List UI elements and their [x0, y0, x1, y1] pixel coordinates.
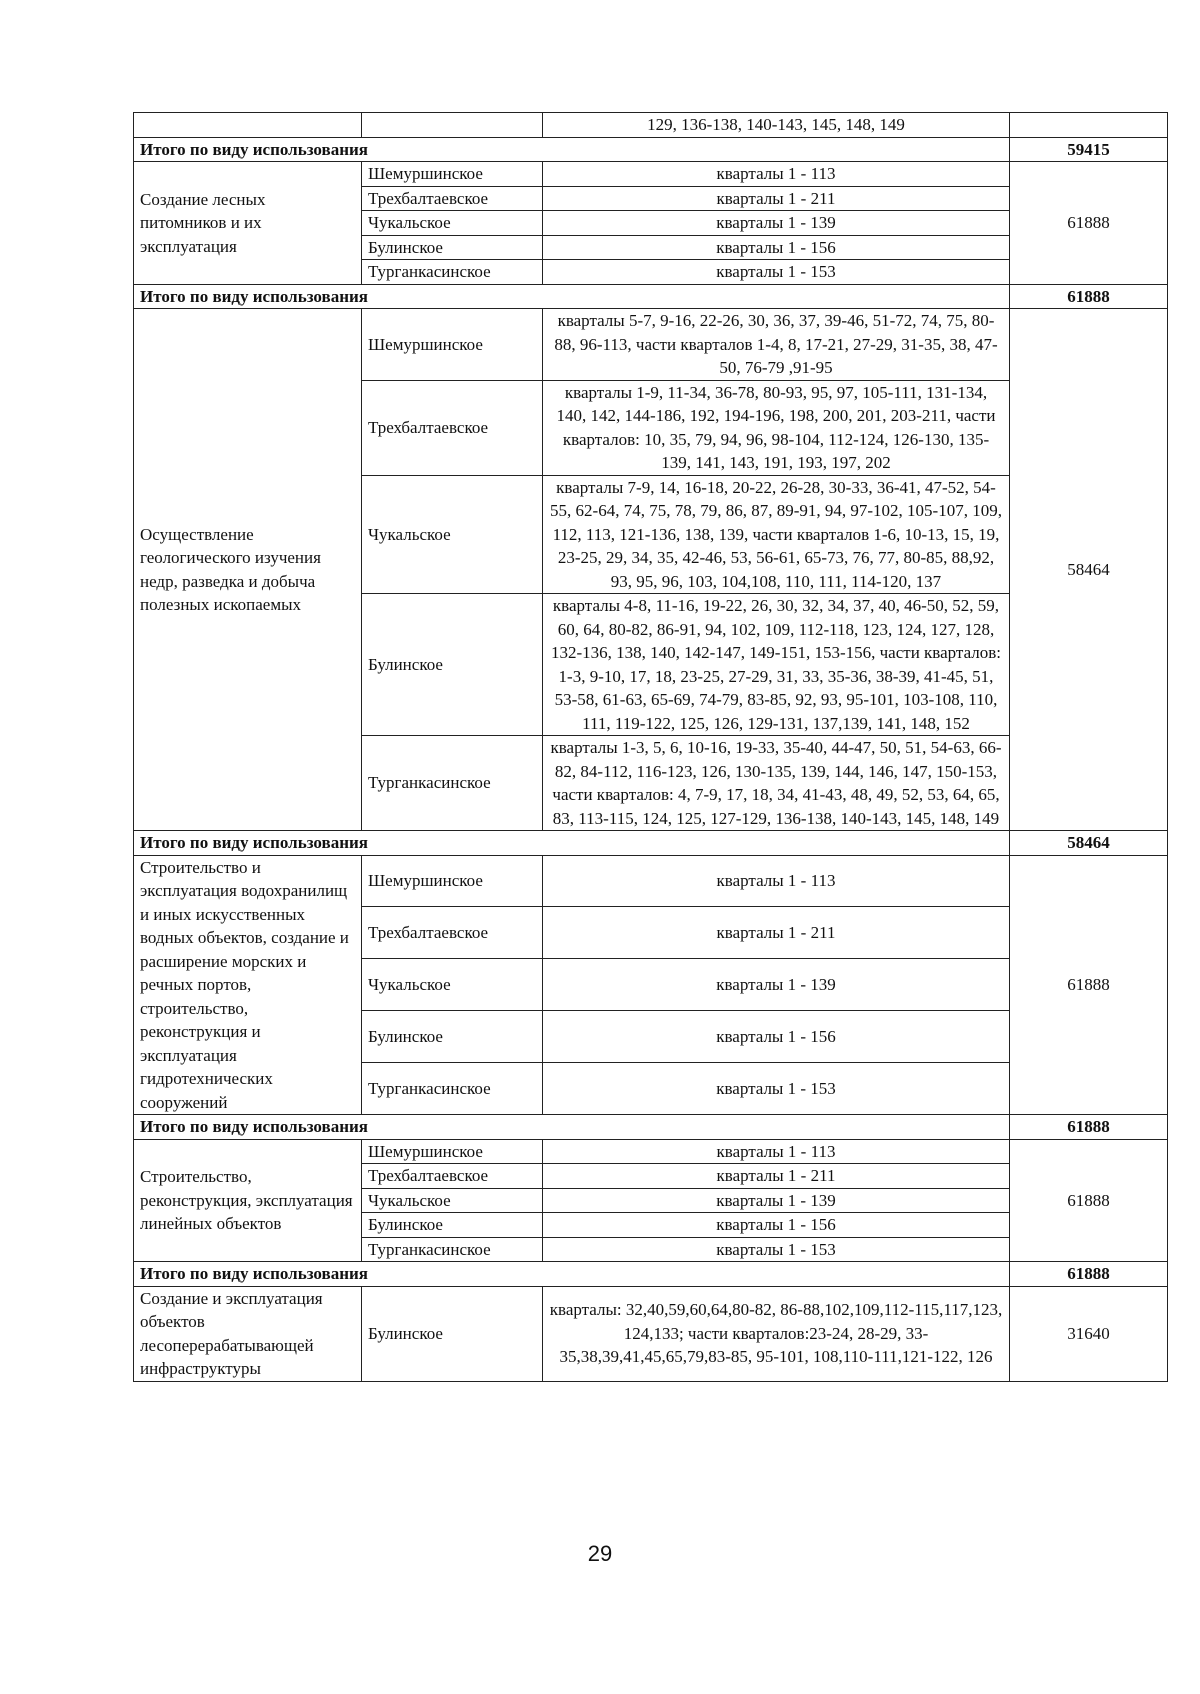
table-row: [134, 113, 1168, 138]
forestry-cell: Булинское: [362, 235, 543, 260]
quarters-cell: 129, 136-138, 140-143, 145, 148, 149: [543, 113, 1010, 138]
table-row: [134, 1139, 1168, 1164]
forestry-cell: Булинское: [362, 1011, 543, 1063]
quarters-cell: кварталы 1 - 113: [543, 1139, 1010, 1164]
quarters-cell: кварталы 1 - 139: [543, 959, 1010, 1011]
forestry-cell: Турганкасинское: [362, 736, 543, 831]
forestry-cell: Трехбалтаевское: [362, 907, 543, 959]
total-row: [134, 831, 1168, 856]
quarters-cell: кварталы 1 - 211: [543, 1164, 1010, 1189]
use-type-cell: Осуществление геологического изучения недр, разведка и добыча полезных ископаемых: [134, 309, 362, 831]
forestry-cell-empty: [362, 113, 543, 138]
use-type-cell: Создание и эксплуатация объектов лесоперерабатывающей инфраструктуры: [134, 1286, 362, 1381]
quarters-cell: кварталы 1 - 113: [543, 162, 1010, 187]
forestry-cell: Чукальское: [362, 475, 543, 594]
total-row: [134, 284, 1168, 309]
forestry-cell: Турганкасинское: [362, 260, 543, 285]
quarters-cell: кварталы 1 - 211: [543, 186, 1010, 211]
quarters-cell: кварталы 1 - 139: [543, 1188, 1010, 1213]
use-type-cell: Строительство и эксплуатация водохранилищ и иных искусственных водных объектов, создание и расширение морских и речных портов, строительство, реконструкция и эксплуатация гидротехнических сооружений: [134, 855, 362, 1115]
total-label: Итого по виду использования: [134, 137, 1010, 162]
forestry-cell: Булинское: [362, 1213, 543, 1238]
forestry-cell: Чукальское: [362, 1188, 543, 1213]
forestry-cell: Чукальское: [362, 959, 543, 1011]
forestry-cell: Чукальское: [362, 211, 543, 236]
forestry-cell: Трехбалтаевское: [362, 1164, 543, 1189]
quarters-cell: кварталы 1 - 156: [543, 1213, 1010, 1238]
quarters-cell: кварталы 7-9, 14, 16-18, 20-22, 26-28, 30-33, 36-41, 47-52, 54-55, 62-64, 74, 75, 78, 79, 86, 87, 89-91, 94, 97-102, 105-107, 109, 112, 113, 121-136, 138, 139, части кварталов 1-6, 10-13, 15, 19, 23-25, 29, 34, 35, 42-46, 53, 56-61, 65-73, 76, 77, 80-85, 88,92, 93, 95, 96, 103, 104,108, 110, 111, 114-120, 137: [543, 475, 1010, 594]
quarters-cell: кварталы 1-3, 5, 6, 10-16, 19-33, 35-40, 44-47, 50, 51, 54-63, 66-82, 84-112, 116-123, 126, 130-135, 139, 144, 146, 147, 150-153, части кварталов: 4, 7-9, 17, 18, 34, 41-43, 48, 49, 52, 53, 64, 65, 83, 113-115, 124, 125, 127-129, 136-138, 140-143, 145, 148, 149: [543, 736, 1010, 831]
quarters-cell: кварталы 4-8, 11-16, 19-22, 26, 30, 32, 34, 37, 40, 46-50, 52, 59, 60, 64, 80-82, 86-91, 94, 102, 109, 112-118, 123, 124, 127, 128, 132-136, 138, 140, 142-147, 149-151, 153-156, части кварталов: 1-3, 9-10, 17, 18, 23-25, 27-29, 31, 33, 35-36, 38-39, 41-45, 51, 53-58, 61-63, 65-69, 74-79, 83-85, 92, 93, 95-101, 103-108, 110, 111, 119-122, 125, 126, 129-131, 137,139, 141, 148, 152: [543, 594, 1010, 736]
quarters-cell: кварталы 1 - 156: [543, 1011, 1010, 1063]
quarters-cell: кварталы 1 - 153: [543, 1063, 1010, 1115]
quarters-cell: кварталы 5-7, 9-16, 22-26, 30, 36, 37, 39-46, 51-72, 74, 75, 80-88, 96-113, части кварталов 1-4, 8, 17-21, 27-29, 31-35, 38, 47-50, 76-79 ,91-95: [543, 309, 1010, 381]
total-value: 61888: [1010, 1262, 1168, 1287]
land-use-table: [133, 112, 1168, 1382]
forestry-cell: Булинское: [362, 594, 543, 736]
quarters-cell: кварталы 1 - 153: [543, 1237, 1010, 1262]
quarters-cell: кварталы 1 - 156: [543, 235, 1010, 260]
total-value: 58464: [1010, 831, 1168, 856]
area-cell: 58464: [1010, 309, 1168, 831]
forestry-cell: Турганкасинское: [362, 1237, 543, 1262]
use-cell-empty: [134, 113, 362, 138]
total-label: Итого по виду использования: [134, 831, 1010, 856]
area-cell: 61888: [1010, 162, 1168, 285]
table-row: [134, 1286, 1168, 1381]
forestry-cell: Трехбалтаевское: [362, 186, 543, 211]
total-row: [134, 1262, 1168, 1287]
total-label: Итого по виду использования: [134, 284, 1010, 309]
area-cell: 31640: [1010, 1286, 1168, 1381]
quarters-cell: кварталы 1 - 211: [543, 907, 1010, 959]
quarters-cell: кварталы 1-9, 11-34, 36-78, 80-93, 95, 97, 105-111, 131-134, 140, 142, 144-186, 192, 194-196, 198, 200, 201, 203-211, части кварталов: 10, 35, 79, 94, 96, 98-104, 112-124, 126-130, 135-139, 141, 143, 191, 193, 197, 202: [543, 380, 1010, 475]
page-number: 29: [587, 1541, 613, 1566]
forestry-cell: Шемуршинское: [362, 855, 543, 907]
forestry-cell: Булинское: [362, 1286, 543, 1381]
forestry-cell: Шемуршинское: [362, 1139, 543, 1164]
use-type-cell: Создание лесных питомников и их эксплуатация: [134, 162, 362, 285]
area-cell-empty: [1010, 113, 1168, 138]
total-value: 61888: [1010, 284, 1168, 309]
quarters-cell: кварталы 1 - 153: [543, 260, 1010, 285]
forestry-cell: Шемуршинское: [362, 162, 543, 187]
table-row: [134, 309, 1168, 381]
quarters-cell: кварталы 1 - 139: [543, 211, 1010, 236]
area-cell: 61888: [1010, 1139, 1168, 1262]
total-label: Итого по виду использования: [134, 1115, 1010, 1140]
total-label: Итого по виду использования: [134, 1262, 1010, 1287]
total-row: [134, 1115, 1168, 1140]
total-row: [134, 137, 1168, 162]
total-value: 59415: [1010, 137, 1168, 162]
quarters-cell: кварталы: 32,40,59,60,64,80-82, 86-88,102,109,112-115,117,123, 124,133; части кварталов:23-24, 28-29, 33-35,38,39,41,45,65,79,83-85, 95-101, 108,110-111,121-122, 126: [543, 1286, 1010, 1381]
total-value: 61888: [1010, 1115, 1168, 1140]
forestry-cell: Шемуршинское: [362, 309, 543, 381]
use-type-cell: Строительство, реконструкция, эксплуатация линейных объектов: [134, 1139, 362, 1262]
quarters-cell: кварталы 1 - 113: [543, 855, 1010, 907]
forestry-cell: Турганкасинское: [362, 1063, 543, 1115]
table-row: [134, 855, 1168, 907]
area-cell: 61888: [1010, 855, 1168, 1115]
table-row: [134, 162, 1168, 187]
forestry-cell: Трехбалтаевское: [362, 380, 543, 475]
